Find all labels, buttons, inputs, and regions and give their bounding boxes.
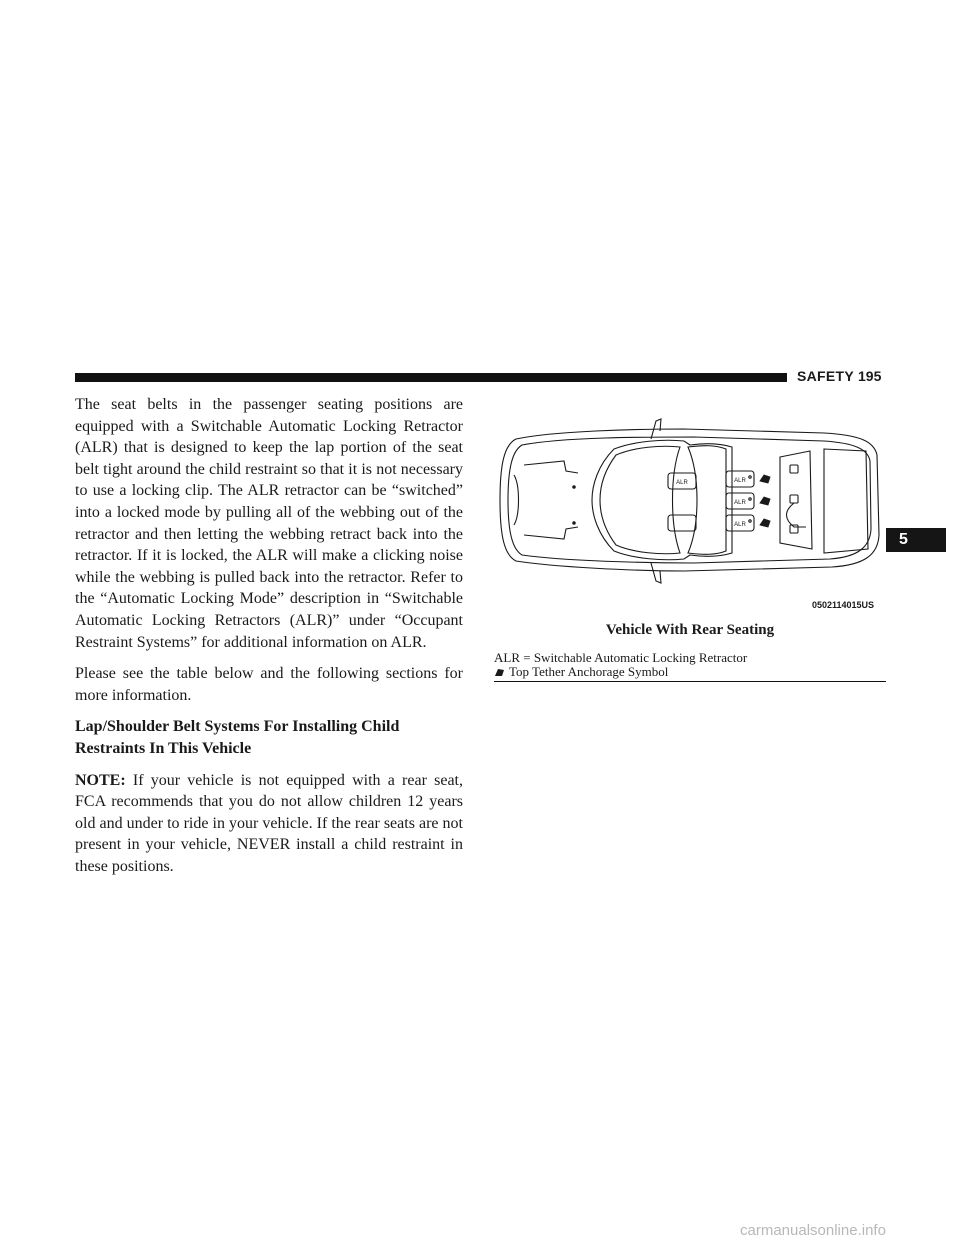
- note-text: If your vehicle is not equipped with a rear seat, FCA recommends that you do not allow children 12 years old and under to ride in your vehicle. If the rear seats are not present in your vehicle, NEVER install a child restraint in these positions.: [75, 771, 463, 875]
- alr-label: ALR: [676, 480, 688, 486]
- body-text: [75, 394, 463, 887]
- cabin-outline: [592, 440, 732, 559]
- vehicle-seating-diagram: [494, 415, 886, 615]
- page-number: 195: [858, 368, 882, 384]
- watermark: carmanualsonline.info: [740, 1222, 886, 1239]
- figure-legend: [494, 651, 886, 679]
- top-tether-anchor-icon: [494, 667, 506, 677]
- paragraph-see-table: Please see the table below and the following sections for more information.: [75, 665, 463, 704]
- section-title: SAFETY: [797, 368, 855, 384]
- alr-label: ALR: [734, 522, 746, 528]
- note-label: NOTE:: [75, 771, 126, 789]
- paragraph-alr: The seat belts in the passenger seating positions are equipped with a Switchable Automatic Locking Retractor (ALR) that is designed to keep the lap portion of the seat belt tight around the child restraint so that it is not necessary to use a locking clip. The ALR retractor can be “switched” into a locked mode by pulling all of the webbing out of the retractor and then letting the webbing retract back into the retractor. If it is locked, the ALR will make a clicking noise while the webbing is pulled back into the retractor. Refer to the “Automatic Locking Mode” description in “Switchable Automatic Locking Retractors (ALR)” under “Occupant Restraint Systems” for additional information on ALR.: [75, 396, 463, 651]
- legend-alr: ALR = Switchable Automatic Locking Retractor: [494, 650, 748, 665]
- chapter-tab: 5: [886, 528, 946, 552]
- figure-caption: Vehicle With Rear Seating: [605, 622, 775, 638]
- figure-code: 0502114015US: [812, 600, 875, 610]
- header-rule: [75, 373, 787, 382]
- front-seat: [668, 515, 696, 531]
- alr-label: ALR: [734, 500, 746, 506]
- note-paragraph: [75, 770, 463, 878]
- legend-tether: Top Tether Anchorage Symbol: [509, 664, 669, 679]
- section-heading: Lap/Shoulder Belt Systems For Installing Child Restraints In This Vehicle: [75, 718, 400, 757]
- alr-label: ALR: [734, 478, 746, 484]
- top-tether-anchor-icon: [760, 475, 770, 527]
- legend-rule: [494, 681, 886, 682]
